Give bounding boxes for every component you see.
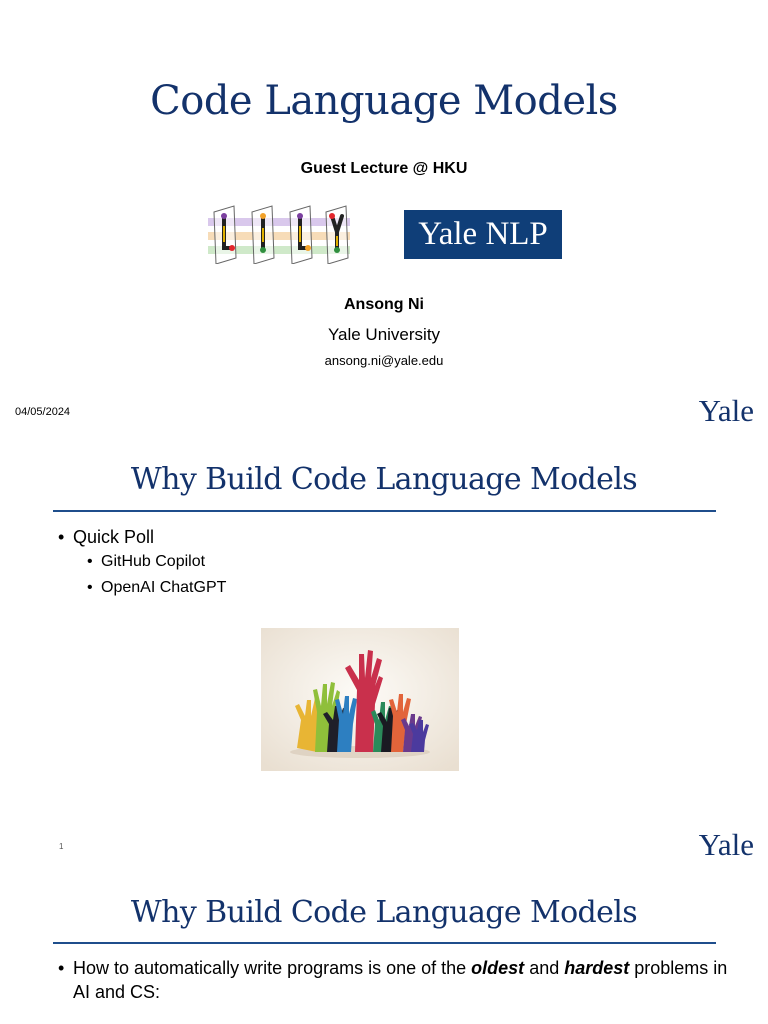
lecture-subtitle: Guest Lecture @ HKU (300, 160, 468, 177)
raised-hands-image (261, 628, 459, 771)
poll-slide (0, 433, 768, 866)
yale-wordmark: Yale (698, 393, 754, 428)
sub-bullet-copilot: • GitHub Copilot (58, 549, 226, 575)
bullet-text-suffix: problems in AI and CS: (73, 958, 728, 1002)
emphasis-hardest: hardest (564, 958, 630, 978)
author-email: ansong.ni@yale.edu (324, 353, 444, 368)
bullet-list (58, 956, 748, 1004)
bullet-text-prefix: How to automatically write programs is one of the (73, 958, 472, 978)
bullet-oldest-hardest (58, 956, 748, 1004)
author-name: Ansong Ni (344, 296, 424, 313)
title-divider (53, 942, 716, 944)
title-slide (0, 0, 768, 433)
bullet-text-mid: and (524, 958, 565, 978)
yale-wordmark: Yale (698, 827, 754, 862)
slide-title: Why Build Code Language Models (130, 462, 638, 497)
lily-lab-logo (206, 202, 352, 264)
yale-nlp-logo: Yale NLP (404, 210, 562, 259)
slide-number: 1 (59, 842, 64, 851)
sub-bullet-chatgpt: • OpenAI ChatGPT (58, 575, 226, 601)
bullet-list (58, 525, 226, 601)
slide-title: Why Build Code Language Models (130, 895, 638, 930)
author-affiliation: Yale University (327, 325, 441, 344)
bullet-quick-poll: • Quick Poll (58, 525, 226, 549)
emphasis-oldest: oldest (471, 958, 525, 978)
title-divider (53, 510, 716, 512)
motivation-slide (0, 866, 768, 1024)
presentation-title: Code Language Models (150, 78, 618, 124)
lecture-date: 04/05/2024 (15, 406, 71, 418)
